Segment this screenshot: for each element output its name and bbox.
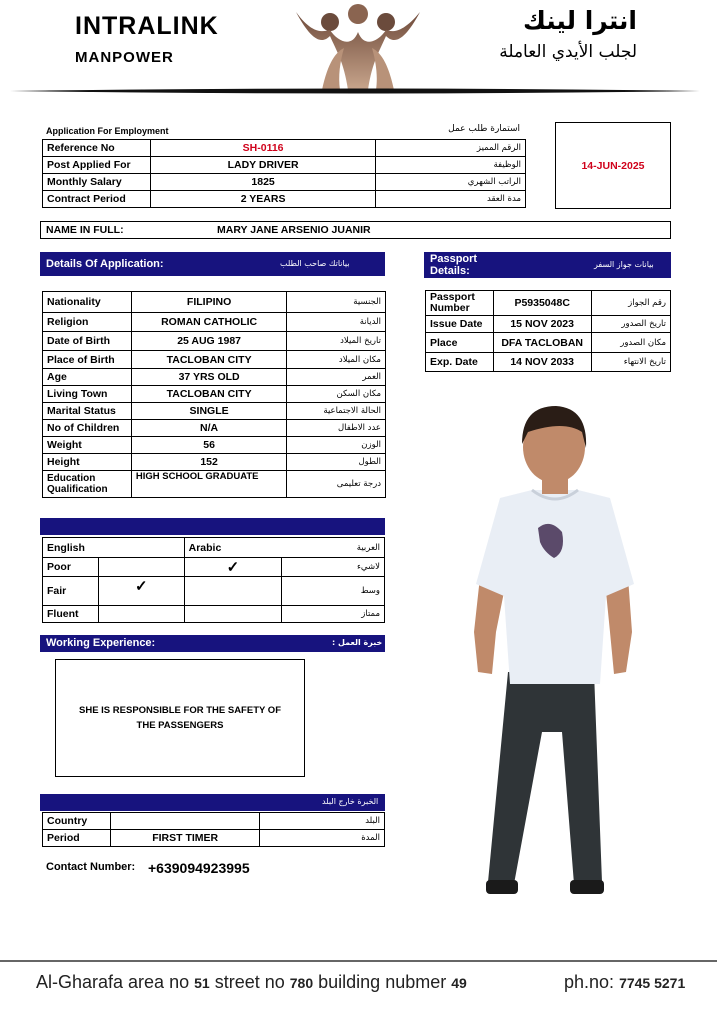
table-row	[43, 157, 526, 174]
place-value: DFA TACLOBAN	[493, 333, 591, 353]
table-row	[43, 292, 386, 313]
table-row	[43, 437, 386, 454]
brand-subtitle-en: MANPOWER	[75, 49, 174, 66]
experience-header-bar	[40, 635, 385, 652]
details-title: Details Of Application:	[46, 258, 164, 270]
passport-title: Passport Details:	[430, 253, 478, 277]
contract-value: 2 YEARS	[150, 191, 375, 208]
period-label: Period	[43, 830, 111, 847]
application-title-ar: استمارة طلب عمل	[448, 124, 520, 134]
post-label-ar: الوظيفة	[376, 157, 526, 174]
age-value: 37 YRS OLD	[131, 369, 286, 386]
passport-number-label-ar: رقم الجواز	[591, 291, 671, 316]
religion-value: ROMAN CATHOLIC	[131, 313, 286, 332]
place-label: Place	[426, 333, 494, 353]
arabic-header: Arabic	[184, 538, 282, 558]
living-town-label: Living Town	[43, 386, 132, 403]
pob-value: TACLOBAN CITY	[131, 351, 286, 369]
fluent-english-check[interactable]	[98, 606, 184, 623]
children-label: No of Children	[43, 420, 132, 437]
address-text-building: building nubmer	[318, 972, 447, 992]
level-poor-label: Poor	[43, 558, 99, 577]
reference-label: Reference No	[43, 140, 151, 157]
dob-label: Date of Birth	[43, 332, 132, 351]
reference-value: SH-0116	[150, 140, 375, 157]
exp-date-label-ar: تاريخ الانتهاء	[591, 353, 671, 372]
full-name-value: MARY JANE ARSENIO JUANIR	[217, 224, 371, 236]
table-row	[43, 174, 526, 191]
abroad-table	[42, 812, 385, 847]
nationality-label: Nationality	[43, 292, 132, 313]
applicant-photo	[470, 402, 640, 907]
height-label: Height	[43, 454, 132, 471]
table-row	[43, 140, 526, 157]
address-text-street: street no	[214, 972, 285, 992]
contract-label-ar: مدة العقد	[376, 191, 526, 208]
table-row	[43, 606, 385, 623]
children-label-ar: عدد الاطفال	[287, 420, 386, 437]
header-divider	[10, 86, 700, 96]
table-row	[426, 353, 671, 372]
experience-title-ar: خبرة العمل :	[332, 638, 383, 647]
passport-header-bar	[424, 252, 671, 278]
contact-number: +639094923995	[148, 860, 250, 876]
address-text-area: Al-Gharafa area no	[36, 972, 190, 992]
weight-label-ar: الوزن	[287, 437, 386, 454]
brand-subtitle-ar: لجلب الأيدي العاملة	[499, 42, 637, 62]
period-value: FIRST TIMER	[110, 830, 260, 847]
level-fair-label: Fair	[43, 577, 99, 606]
level-poor-label-ar: لاشيء	[282, 558, 385, 577]
table-row	[43, 471, 386, 498]
table-row	[43, 538, 385, 558]
table-row	[43, 386, 386, 403]
religion-label-ar: الديانة	[287, 313, 386, 332]
application-date: 14-JUN-2025	[581, 159, 645, 172]
footer-phone	[564, 972, 685, 993]
level-fair-label-ar: وسط	[282, 577, 385, 606]
full-name-row	[40, 221, 671, 239]
details-header-bar	[40, 252, 385, 276]
post-value: LADY DRIVER	[150, 157, 375, 174]
children-value: N/A	[131, 420, 286, 437]
fair-english-check[interactable]: ✓	[98, 577, 184, 606]
experience-box	[55, 659, 305, 777]
details-title-ar: بياناتك صاحب الطلب	[280, 259, 350, 268]
phone-label: ph.no:	[564, 972, 615, 992]
marital-label-ar: الحالة الاجتماعية	[287, 403, 386, 420]
height-value: 152	[131, 454, 286, 471]
issue-date-label: Issue Date	[426, 316, 494, 333]
marital-label: Marital Status	[43, 403, 132, 420]
salary-value: 1825	[150, 174, 375, 191]
passport-table	[425, 290, 671, 372]
table-row	[43, 403, 386, 420]
phone-number: 7745 5271	[619, 975, 686, 991]
age-label: Age	[43, 369, 132, 386]
full-name-label: NAME IN FULL:	[46, 224, 124, 236]
height-label-ar: الطول	[287, 454, 386, 471]
brand-name-en: INTRALINK	[75, 12, 219, 40]
pob-label-ar: مكان الميلاد	[287, 351, 386, 369]
contact-label: Contact Number:	[46, 861, 136, 873]
level-fluent-label: Fluent	[43, 606, 99, 623]
application-title: Application For Employment	[46, 126, 169, 136]
english-header: English	[43, 538, 185, 558]
dob-label-ar: تاريخ الميلاد	[287, 332, 386, 351]
abroad-title-ar: الخبرة خارج البلد	[322, 797, 379, 806]
dob-value: 25 AUG 1987	[131, 332, 286, 351]
footer-divider	[0, 960, 717, 962]
languages-header-bar	[40, 518, 385, 535]
languages-table	[42, 537, 385, 623]
education-label-ar: درجة تعليمى	[287, 471, 386, 498]
issue-date-label-ar: تاريخ الصدور	[591, 316, 671, 333]
table-row	[43, 558, 385, 577]
table-row	[43, 369, 386, 386]
poor-arabic-check[interactable]: ✓	[184, 558, 282, 577]
brand-name-ar: انترا لينك	[522, 6, 637, 35]
salary-label: Monthly Salary	[43, 174, 151, 191]
table-row	[43, 830, 385, 847]
weight-value: 56	[131, 437, 286, 454]
salary-label-ar: الراتب الشهري	[376, 174, 526, 191]
company-logo	[292, 2, 424, 92]
nationality-value: FILIPINO	[131, 292, 286, 313]
table-row	[43, 813, 385, 830]
experience-title: Working Experience:	[46, 637, 156, 649]
fair-arabic-check[interactable]	[184, 577, 282, 606]
table-row	[43, 454, 386, 471]
religion-label: Religion	[43, 313, 132, 332]
living-town-label-ar: مكان السكن	[287, 386, 386, 403]
passport-number-value: P5935048C	[493, 291, 591, 316]
contract-label: Contract Period	[43, 191, 151, 208]
nationality-label-ar: الجنسية	[287, 292, 386, 313]
area-number: 51	[194, 975, 210, 991]
country-label-ar: البلد	[260, 813, 385, 830]
country-value	[110, 813, 260, 830]
table-row	[43, 191, 526, 208]
post-label: Post Applied For	[43, 157, 151, 174]
weight-label: Weight	[43, 437, 132, 454]
table-row	[43, 351, 386, 369]
age-label-ar: العمر	[287, 369, 386, 386]
experience-text: SHE IS RESPONSIBLE FOR THE SAFETY OF THE PASSENGERS	[79, 705, 281, 731]
table-row	[43, 313, 386, 332]
arabic-header-ar: العربية	[282, 538, 385, 558]
details-table	[42, 291, 386, 498]
table-row	[43, 577, 385, 606]
level-fluent-label-ar: ممتاز	[282, 606, 385, 623]
reference-label-ar: الرقم المميز	[376, 140, 526, 157]
exp-date-value: 14 NOV 2033	[493, 353, 591, 372]
pob-label: Place of Birth	[43, 351, 132, 369]
footer-address	[36, 972, 467, 993]
street-number: 780	[289, 975, 314, 991]
marital-value: SINGLE	[131, 403, 286, 420]
exp-date-label: Exp. Date	[426, 353, 494, 372]
abroad-header-bar	[40, 794, 385, 811]
place-label-ar: مكان الصدور	[591, 333, 671, 353]
date-box	[555, 122, 671, 209]
table-row	[43, 420, 386, 437]
table-row	[426, 291, 671, 316]
passport-number-label: Passport Number	[426, 291, 494, 316]
fluent-arabic-check[interactable]	[184, 606, 282, 623]
building-number: 49	[451, 975, 467, 991]
table-row	[426, 316, 671, 333]
country-label: Country	[43, 813, 111, 830]
living-town-value: TACLOBAN CITY	[131, 386, 286, 403]
education-label: Education Qualification	[43, 471, 132, 498]
application-table	[42, 139, 526, 208]
passport-title-ar: بيانات جواز السفر	[594, 260, 654, 269]
period-label-ar: المدة	[260, 830, 385, 847]
issue-date-value: 15 NOV 2023	[493, 316, 591, 333]
education-value: HIGH SCHOOL GRADUATE	[131, 471, 286, 498]
table-row	[43, 332, 386, 351]
poor-english-check[interactable]	[98, 558, 184, 577]
table-row	[426, 333, 671, 353]
